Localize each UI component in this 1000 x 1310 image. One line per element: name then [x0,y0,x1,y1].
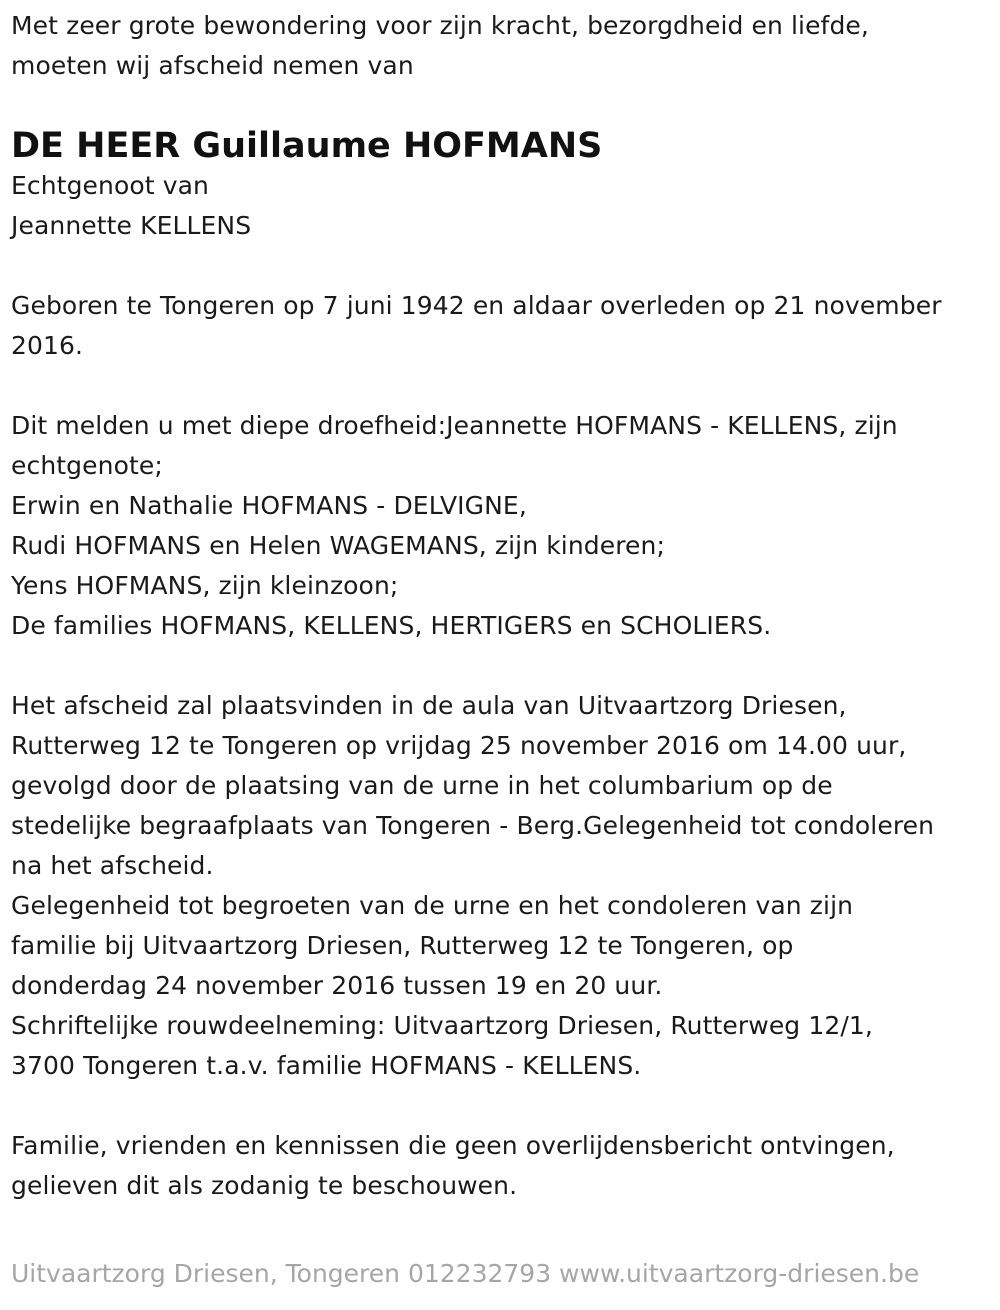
closing-line: Familie, vrienden en kennissen die geen overlijdensbericht ontvingen, [11,1131,895,1160]
ceremony-line: donderdag 24 november 2016 tussen 19 en 20 uur. [11,971,663,1000]
ceremony-line: Schriftelijke rouwdeelneming: Uitvaartzorg Driesen, Rutterweg 12/1, [11,1011,873,1040]
mourners-line: De families HOFMANS, KELLENS, HERTIGERS en SCHOLIERS. [11,611,772,640]
funeral-home-footer: Uitvaartzorg Driesen, Tongeren 012232793 www.uitvaartzorg-driesen.be [11,1259,920,1288]
closing-paragraph [11,1126,996,1206]
ceremony-line: stedelijke begraafplaats van Tongeren - Berg.Gelegenheid tot condoleren [11,811,935,840]
ceremony-line: familie bij Uitvaartzorg Driesen, Rutterweg 12 te Tongeren, op [11,931,794,960]
spacer [11,246,996,286]
spacer [11,1086,996,1126]
spacer [11,366,996,406]
ceremony-line: na het afscheid. [11,851,214,880]
mourners-line: Yens HOFMANS, zijn kleinzoon; [11,571,399,600]
birth-death-line: Geboren te Tongeren op 7 juni 1942 en aldaar overleden op 21 november [11,291,942,320]
birth-death-line: 2016. [11,331,84,360]
ceremony-line: Gelegenheid tot begroeten van de urne en het condoleren van zijn [11,891,854,920]
mourners-line: Dit melden u met diepe droefheid:Jeannette HOFMANS - KELLENS, zijn [11,411,898,440]
ceremony-paragraph [11,686,996,1086]
intro-paragraph [11,6,996,86]
death-notice [11,6,996,1206]
spacer [11,646,996,686]
spouse-line: Echtgenoot van [11,171,209,200]
mourners-paragraph [11,406,996,646]
ceremony-line: 3700 Tongeren t.a.v. familie HOFMANS - KELLENS. [11,1051,642,1080]
spouse-line: Jeannette KELLENS [11,211,252,240]
ceremony-line: Rutterweg 12 te Tongeren op vrijdag 25 november 2016 om 14.00 uur, [11,731,907,760]
mourners-line: Erwin en Nathalie HOFMANS - DELVIGNE, [11,491,527,520]
deceased-name: DE HEER Guillaume HOFMANS [11,126,603,166]
spouse-paragraph [11,166,996,246]
mourners-line: echtgenote; [11,451,163,480]
birth-death-paragraph [11,286,996,366]
ceremony-line: gevolgd door de plaatsing van de urne in het columbarium op de [11,771,833,800]
closing-line: gelieven dit als zodanig te beschouwen. [11,1171,518,1200]
intro-line: moeten wij afscheid nemen van [11,51,414,80]
intro-line: Met zeer grote bewondering voor zijn kracht, bezorgdheid en liefde, [11,11,869,40]
ceremony-line: Het afscheid zal plaatsvinden in de aula van Uitvaartzorg Driesen, [11,691,847,720]
mourners-line: Rudi HOFMANS en Helen WAGEMANS, zijn kinderen; [11,531,665,560]
